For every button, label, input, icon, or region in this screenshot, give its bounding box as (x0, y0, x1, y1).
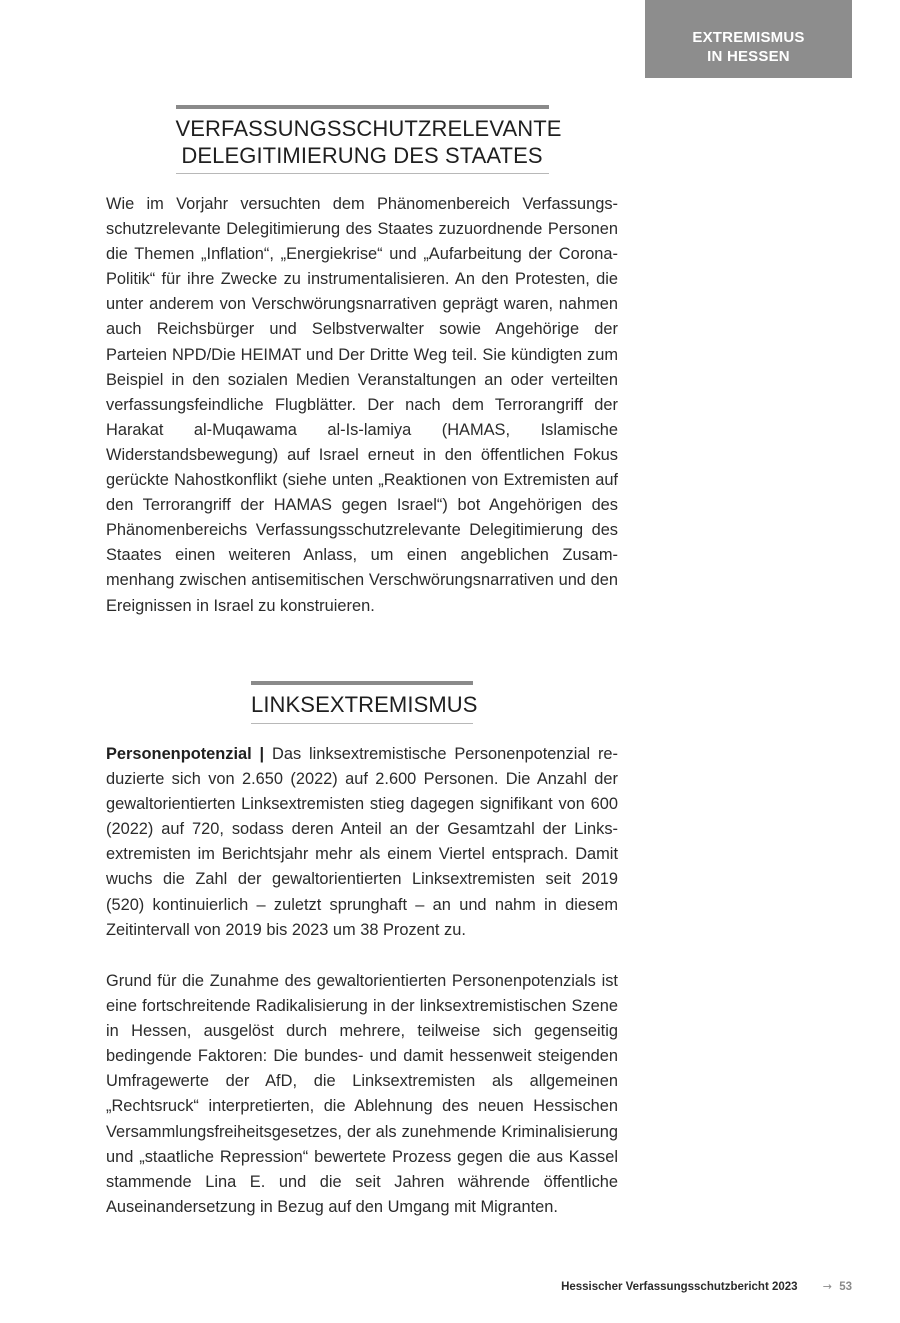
section2-heading (106, 681, 618, 724)
section1-title-line2: DELEGITIMIERUNG DES STAATES (181, 143, 543, 168)
section2-paragraph1 (106, 742, 618, 943)
section-tab-line2: IN HESSEN (707, 48, 790, 65)
section1-paragraph: Wie im Vorjahr versuchten dem Phänomenbereich Verfassungsschutzrelevante Delegitimierung des Staates zuzuordnende Personen die Themen „Inflation“, „Energiekrise“ und „Aufarbeitung der Corona-Politik“ für ihre Zwecke zu instrumentalisieren. An den Protesten, die unter anderem von Verschwörungsnarrativen geprägt waren, nahmen auch Reichsbürger und Selbstverwalter sowie Angehörige der Parteien NPD/Die HEIMAT und Der Dritte Weg teil. Sie kündigten zum Beispiel in den sozialen Medien Veranstaltungen an oder verteilten verfassungsfeindliche Flugblätter. Der nach dem Terrorangriff der Harakat al-Muqawama al-Is-lamiya (HAMAS, Islamische Widerstandsbewegung) auf Israel erneut in den öffentlichen Fokus gerückte Nahostkonflikt (siehe unten „Reaktionen von Extremisten auf den Terrorangriff der HAMAS gegen Israel“) bot Angehörigen des Phänomenbereichs Verfassungsschutzrelevante Delegitimierung des Staates einen weiteren Anlass, um einen angeblichen Zusammenhang zwischen antisemitischen Verschwörungsnarrativen und den Ereignissen in Israel zu konstruieren. (106, 195, 618, 615)
section2-heading-box (251, 681, 478, 724)
section1-heading-box (175, 105, 562, 174)
page-footer (561, 1279, 852, 1295)
arrow-right-icon: → (822, 1280, 832, 1293)
section-tab-line1: EXTREMISMUS (692, 29, 805, 46)
section1-heading (106, 105, 618, 174)
page-number: 53 (839, 1281, 852, 1293)
footer-title: Hessischer Verfassungsschutzbericht 2023 (561, 1281, 798, 1293)
section2-lead: Personenpotenzial | (106, 745, 265, 763)
section2-paragraph2: Grund für die Zunahme des gewaltorientierten Personenpotenzials ist eine fortschreitende Radikalisierung in der linksextremistischen Szene in Hessen, ausgelöst durch mehrere, teilweise sich gegenseitig bedingende Faktoren: Die bundes- und damit hessenweit steigenden Umfragewerte der AfD, die Linksextremisten als allgemeinen „Rechtsruck“ interpretierten, die Ablehnung des neuen Hessischen Versammlungsfreiheitsgesetzes, der als zunehmende Kriminalisierung und „staatliche Repression“ bewertete Prozess gegen die aus Kassel stammende Lina E. und die seit Jahren währende öffentliche Auseinandersetzung in Bezug auf den Umgang mit Migranten. (106, 972, 618, 1216)
section2-title: LINKSEXTREMISMUS (251, 692, 478, 717)
section2-paragraph1-text: Das linksextremistische Personenpotenzial reduzierte sich von 2.650 (2022) auf 2.600 Personen. Die Anzahl der gewaltorientierten Linksextremisten stieg dagegen signifikant von 600 (2022) auf 720, sodass deren Anteil an der Gesamtzahl der Linksextremisten im Berichtsjahr mehr als einem Viertel entsprach. Damit wuchs die Zahl der gewaltorientierten Linksextremisten seit 2019 (520) kontinuierlich – zuletzt sprunghaft – an und nahm in diesem Zeitintervall von 2019 bis 2023 um 38 Prozent zu. (106, 745, 618, 939)
section-tab (645, 0, 852, 78)
section1-title-line1: VERFASSUNGSSCHUTZRELEVANTE (175, 116, 562, 141)
